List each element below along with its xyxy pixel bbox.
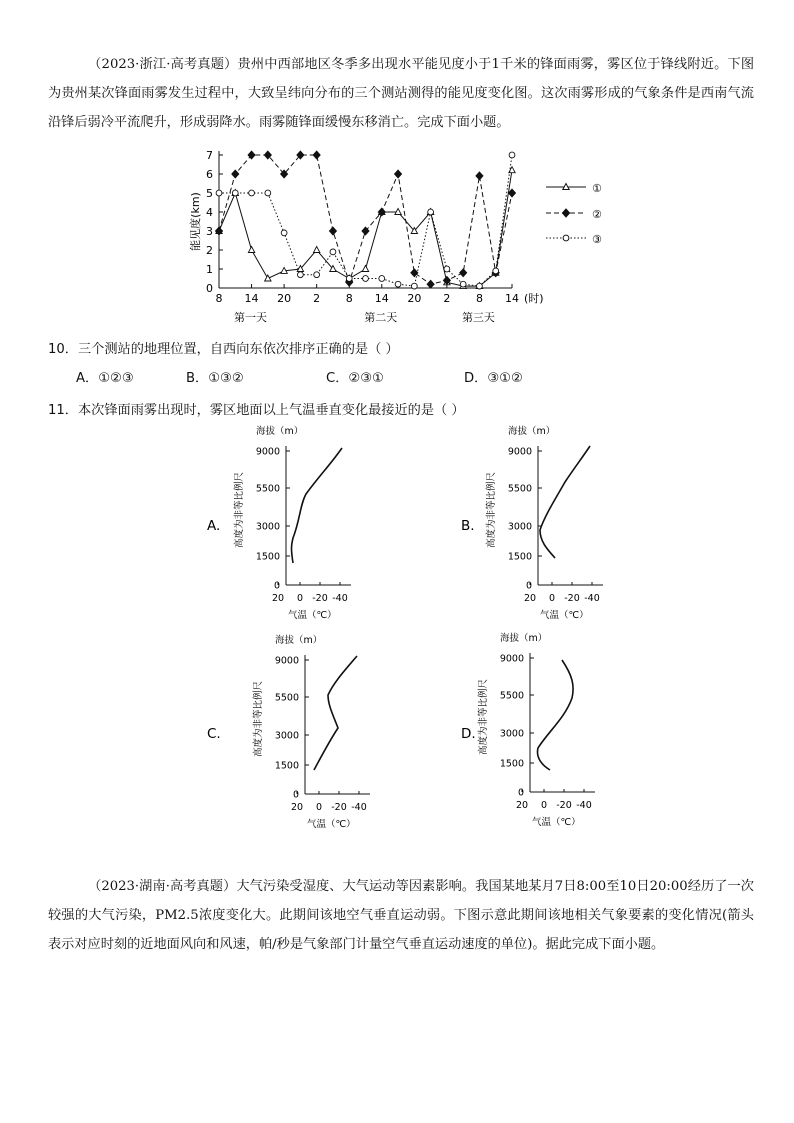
profile-x-tick-label: 20 [515,800,529,811]
profile-option-label: C. [207,726,221,742]
series-3-point [411,283,417,289]
profile-y-tick-label: 9000 [499,653,524,665]
passage-1 [48,50,754,137]
series-1-point [248,247,254,253]
series-3-point [395,281,401,287]
y-tick-label: 1 [206,263,213,276]
series-1-point [362,266,368,272]
x-tick-label: 8 [345,292,353,305]
profile-y-tick-label: 0 [273,580,280,592]
series-3-point [265,190,271,196]
option-c[interactable]: C．②③① [326,371,384,386]
profile-y-tick-label: 3000 [507,521,532,533]
passage-1-source: （2023·浙江·高考真题） [88,57,238,72]
temperature-curve [540,446,590,558]
series-3-point [330,249,336,255]
x-tick-label: 20 [277,292,292,305]
option-d[interactable]: D．③①② [464,371,523,386]
passage-2-text: 大气污染受湿度、大气运动等因素影响。我国某地某月7日8:00至10日20:00经历了一次较强的大气污染，PM2.5浓度变化大。此期间该地空气垂直运动弱。下图示意此期间该地相关气象要素的变化情况(箭头表示对应时刻的近地面风向和风速，帕/秒是气象部门计量空气垂直运动速度的单位)。据此完成下面小题。 [48,879,754,952]
x-tick-label: 20 [407,292,422,305]
y-tick-label: 4 [206,206,213,219]
profile-y-tick-label: 3000 [499,728,524,740]
x-tick-label: 8 [475,292,483,305]
profile-y-tick-label: 1500 [274,760,299,772]
x-tick-label: 14 [505,292,519,305]
profile-y-tick-label: 0 [292,789,299,801]
profile-x-tick-label: 0 [548,593,556,604]
profile-y-tick-label: 5500 [499,690,524,702]
profile-y-tick-label: 1500 [499,758,524,770]
y-axis-label: 能见度(km) [189,192,202,251]
profile-x-tick-label: -20 [564,593,580,604]
series-2-point [329,227,336,235]
profile-y-title: 海拔（m） [275,635,323,646]
series-3-point [363,276,369,282]
series-3-point [249,190,255,196]
profile-y-tick-label: 9000 [507,446,532,458]
profile-chart-c [207,634,370,830]
series-3-point [216,190,222,196]
profile-y-side-label: 高度为非等比例尺 [486,471,497,549]
series-3-point [346,276,352,282]
profile-y-tick-label: 5500 [255,483,280,495]
series-3-point [379,276,385,282]
series-2-point [460,269,467,277]
profile-x-title: 气温（℃） [532,817,581,828]
profile-y-title: 海拔（m） [256,426,304,437]
series-3-point [477,283,483,289]
profile-y-side-label: 高度为非等比例尺 [478,678,489,756]
series-2-point [476,172,483,180]
legend-marker [562,209,569,217]
passage-2-source: （2023·湖南·高考真题） [88,879,237,894]
series-2-point [232,170,239,178]
profile-x-title: 气温（℃） [540,610,589,621]
temperature-curve [292,448,343,563]
profile-x-tick-label: 0 [296,593,304,604]
y-tick-label: 5 [206,187,213,200]
profile-x-tick-label: -20 [556,800,572,811]
y-tick-label: 0 [206,282,213,295]
series-2-point [427,280,434,288]
profile-y-tick-label: 9000 [274,655,299,667]
profile-y-tick-label: 0 [525,580,532,592]
option-b[interactable]: B．①③② [186,371,244,386]
x-tick-label: 2 [313,292,321,305]
series-3-point [493,268,499,274]
profile-y-tick-label: 5500 [274,692,299,704]
temperature-curve [314,656,357,770]
series-2-point [394,170,401,178]
series-3-point [314,272,320,278]
x-tick-label: 2 [443,292,451,305]
series-3-point [444,266,450,272]
legend-marker [563,235,569,241]
profile-option-label: A. [207,518,221,534]
series-3-point [281,230,287,236]
profile-chart-a [207,425,351,621]
profile-y-tick-label: 1500 [507,551,532,563]
profile-charts [0,420,794,840]
series-1-point [313,247,319,253]
series-3-point [232,190,238,196]
profile-y-tick-label: 0 [517,787,524,799]
visibility-chart [0,140,794,340]
profile-x-tick-label: -20 [312,593,328,604]
profile-x-tick-label: -20 [331,802,347,813]
y-tick-label: 2 [206,244,213,257]
profile-x-tick-label: 20 [523,593,537,604]
profile-y-side-label: 高度为非等比例尺 [253,680,264,758]
question-10: 10．三个测站的地理位置，自西向东依次排序正确的是（ ） [48,342,399,357]
profile-y-tick-label: 1500 [255,551,280,563]
y-tick-label: 3 [206,225,213,238]
profile-x-tick-label: 20 [290,802,304,813]
profile-chart-b [461,425,603,621]
series-3-point [428,209,434,215]
profile-x-tick-label: -40 [576,800,592,811]
y-tick-label: 6 [206,168,213,181]
profile-x-tick-label: -40 [351,802,367,813]
x-tick-label: 14 [244,292,259,305]
profile-y-title: 海拔（m） [508,426,556,437]
series-2-point [508,189,515,197]
legend-label: ① [592,182,602,195]
day-label: 第二天 [364,311,398,324]
passage-1-text: 贵州中西部地区冬季多出现水平能见度小于1千米的锋面雨雾，雾区位于锋线附近。下图为贵州某次锋面雨雾发生过程中，大致呈纬向分布的三个测站测得的能见度变化图。这次雨雾形成的气象条件是西南气流沿锋后弱冷平流爬升，形成弱降水。雨雾随锋面缓慢东移消亡。完成下面小题。 [48,57,754,130]
series-3-point [460,281,466,287]
series-2-point [313,151,320,159]
profile-option-label: D. [461,726,476,742]
profile-option-label: B. [461,518,475,534]
x-unit-label: (时) [524,292,544,305]
option-a[interactable]: A．①②③ [76,371,134,386]
profile-y-tick-label: 3000 [255,521,280,533]
profile-chart-d [461,632,595,828]
profile-x-title: 气温（℃） [307,819,356,830]
profile-y-title: 海拔（m） [500,633,548,644]
profile-x-tick-label: 0 [315,802,323,813]
profile-x-tick-label: 0 [540,800,548,811]
profile-y-tick-label: 5500 [507,483,532,495]
series-3-point [297,272,303,278]
y-tick-label: 7 [206,149,213,162]
profile-x-title: 气温（℃） [288,610,337,621]
question-11: 11．本次锋面雨雾出现时，雾区地面以上气温垂直变化最接近的是（ ） [48,403,465,418]
profile-x-tick-label: -40 [332,593,348,604]
day-label: 第一天 [234,311,268,324]
profile-y-side-label: 高度为非等比例尺 [234,471,245,549]
legend-label: ③ [592,233,602,246]
temperature-curve [538,660,574,770]
profile-x-tick-label: 20 [271,593,285,604]
passage-2 [48,872,754,959]
series-3-point [509,152,515,158]
profile-y-tick-label: 9000 [255,446,280,458]
day-label: 第三天 [461,311,495,324]
profile-y-tick-label: 3000 [274,730,299,742]
x-tick-label: 14 [374,292,389,305]
legend-label: ② [592,208,602,221]
x-tick-label: 8 [215,292,223,305]
profile-x-tick-label: -40 [584,593,600,604]
